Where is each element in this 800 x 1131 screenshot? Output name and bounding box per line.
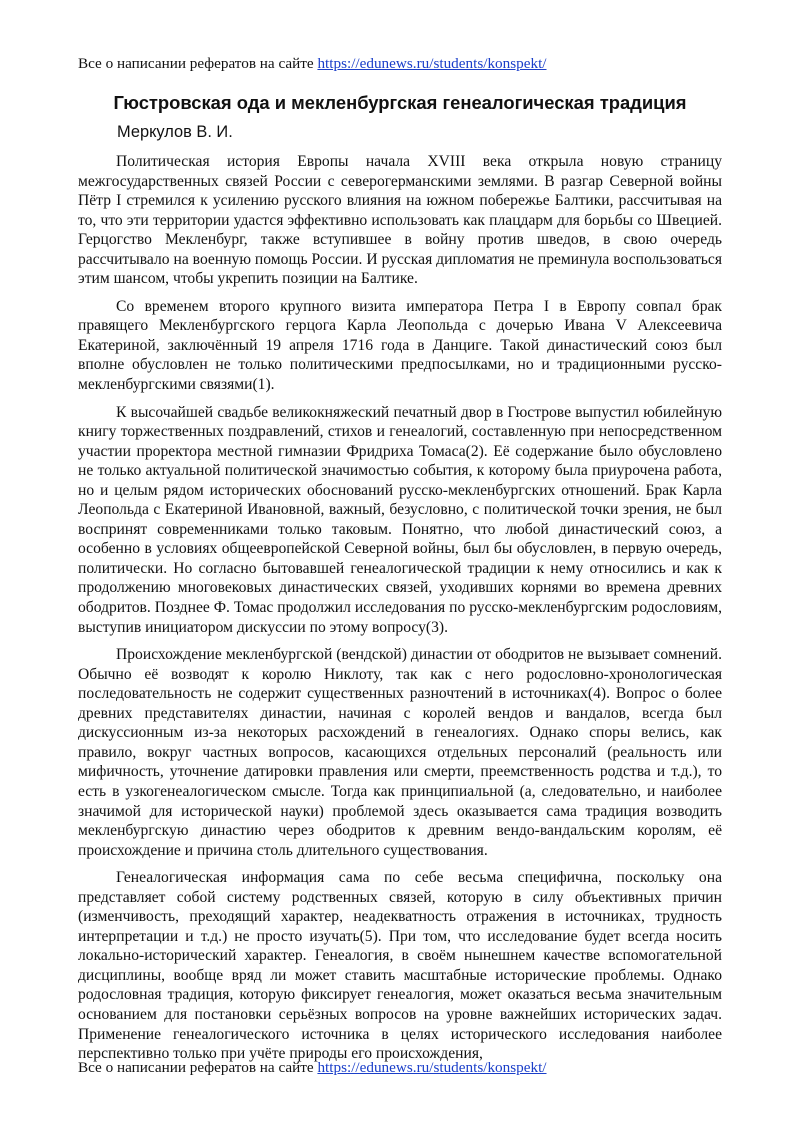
page-footer [78,1059,547,1077]
footer-link[interactable]: https://edunews.ru/students/konspekt/ [317,1059,547,1076]
document-body [78,152,722,1072]
page-header [78,55,547,73]
footer-text: Все о написании рефератов на сайте [78,1059,318,1076]
paragraph: Генеалогическая информация сама по себе весьма специфична, поскольку она представляет собой систему родственных связей, которую в силу объективных причин (изменчивость, преходящий характер, неадекватность отражения в источниках, трудность интерпретации и т.д.) не просто изучать(5). При том, что исследование будет всегда носить локально-исторический характер. Генеалогия, в своём нынешнем качестве вспомогательной дисциплины, вообще вряд ли может ставить масштабные исторические проблемы. Однако родословная традиция, которую фиксирует генеалогия, может оказаться весьма значительным основанием для постановки серьёзных вопросов на уровне важнейших исторических задач. Применение генеалогического источника в целях исторического исследования наиболее перспективно только при учёте природы его происхождения, [78,869,722,1063]
paragraph: К высочайшей свадьбе великокняжеский печатный двор в Гюстрове выпустил юбилейную книгу торжественных поздравлений, стихов и генеалогий, составленную при непосредственном участии проректора местной гимназии Фридриха Томаса(2). Её содержание было обусловлено не только актуальной политической значимостью события, к которому была приурочена работа, но и целым рядом исторических обоснований русско-мекленбургских отношений. Брак Карла Леопольда с Екатериной Ивановной, важный, безусловно, с политической точки зрения, не был воспринят современниками только таковым. Понятно, что любой династический союз, а особенно в условиях общеевропейской Северной войны, был бы обусловлен, в первую очередь, политически. Но согласно бытовавшей генеалогической традиции к нему относились и как к продолжению многовековых династических связей, уходивших корнями во времена древних ободритов. Позднее Ф. Томас продолжил исследования по русско-мекленбургским родословиям, выступив инициатором дискуссии по этому вопросу(3). [78,403,722,636]
header-text: Все о написании рефератов на сайте [78,55,318,72]
paragraph: Со временем второго крупного визита императора Петра I в Европу совпал брак правящего Мекленбургского герцога Карла Леопольда с дочерью Ивана V Алексеевича Екатериной, заключённый 19 апреля 1716 года в Данциге. Такой династический союз был вполне обусловлен не только политическими предпосылками, но и традиционными русско-мекленбургскими связями(1). [78,297,722,394]
paragraph: Политическая история Европы начала XVIII века открыла новую страницу межгосударственных связей России с северогерманскими землями. В разгар Северной войны Пётр I стремился к усилению русского влияния на южном побережье Балтики, рассчитывая на то, что эти территории удастся эффективно использовать как плацдарм для борьбы со Швецией. Герцогство Мекленбург, также вступившее в войну против шведов, в свою очередь рассчитывало на военную помощь России. И русская дипломатия не преминула воспользоваться этим шансом, чтобы укрепить позиции на Балтике. [78,153,722,288]
author-name: Меркулов В. И. [117,123,233,141]
document-title: Гюстровская ода и мекленбургская генеалогическая традиция [113,92,687,113]
header-link[interactable]: https://edunews.ru/students/konspekt/ [317,55,547,72]
paragraph: Происхождение мекленбургской (вендской) династии от ободритов не вызывает сомнений. Обычно её возводят к королю Никлоту, так как с него родословно-хронологическая последовательность не содержит существенных разночтений в источниках(4). Вопрос о более древних представителях династии, начиная с королей вендов и вандалов, всегда был дискуссионным из-за некоторых расхождений в генеалогиях. Однако споры велись, как правило, вокруг частных вопросов, касающихся отдельных персоналий (реальность или мифичность, уточнение датировки правления или смерти, преемственность родства и т.д.), то есть в узкогенеалогическом смысле. Тогда как принципиальной (а, следовательно, и наиболее значимой для исторической науки) проблемой здесь оказывается сама традиция возводить мекленбургскую династию через ободритов к древним вендо-вандальским королям, её происхождение и причина столь длительного существования. [78,646,722,859]
